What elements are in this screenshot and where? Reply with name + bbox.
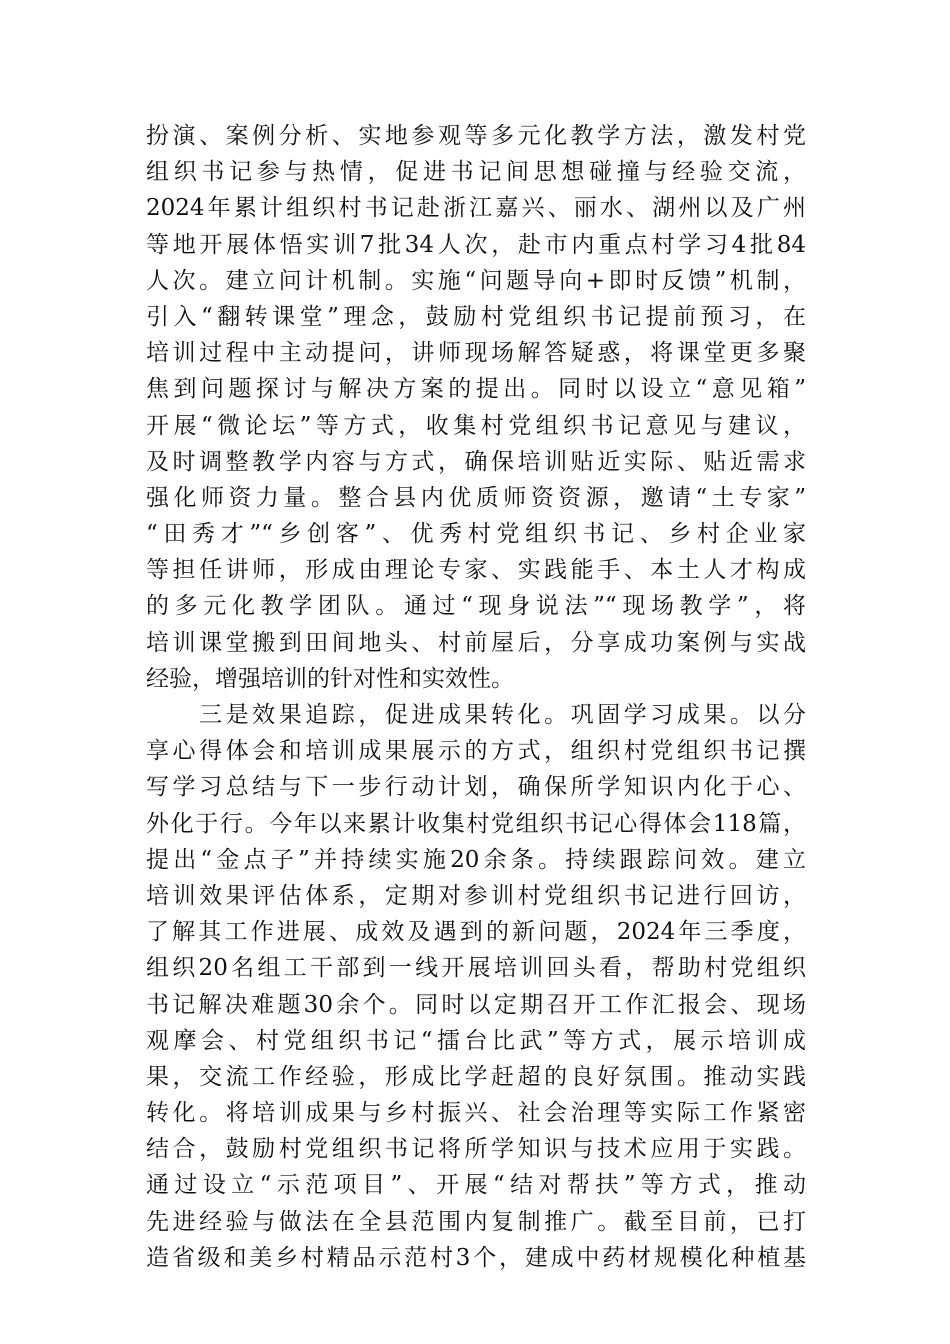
text-line: 书记解决难题30余个。同时以定期召开工作汇报会、现场: [146, 991, 806, 1018]
text-line: 焦到问题探讨与解决方案的提出。同时以设立“意见箱”: [146, 376, 806, 403]
body-text: [146, 118, 806, 1276]
text-line: 培训课堂搬到田间地头、村前屋后，分享成功案例与实战: [146, 629, 806, 656]
text-line: 享心得体会和培训成果展示的方式，组织村党组织书记撰: [146, 738, 806, 765]
text-line: 外化于行。今年以来累计收集村党组织书记心得体会118篇，: [146, 810, 806, 837]
text-line: 2024年累计组织村书记赴浙江嘉兴、丽水、湖州以及广州: [146, 195, 806, 222]
text-line: 结合，鼓励村党组织书记将所学知识与技术应用于实践。: [146, 1136, 806, 1163]
text-line: 转化。将培训成果与乡村振兴、社会治理等实际工作紧密: [146, 1100, 806, 1127]
text-line: 组织20名组工干部到一线开展培训回头看，帮助村党组织: [146, 955, 806, 982]
text-line: 提出“金点子”并持续实施20余条。持续跟踪问效。建立: [146, 846, 806, 873]
text-line: 等担任讲师，形成由理论专家、实践能手、本土人才构成: [146, 557, 806, 584]
text-line: 的多元化教学团队。通过“现身说法”“现场教学”，将: [146, 593, 806, 620]
text-line: 及时调整教学内容与方式，确保培训贴近实际、贴近需求: [146, 448, 806, 475]
text-line: 等地开展体悟实训7批34人次，赴市内重点村学习4批84: [146, 231, 806, 258]
text-line: 了解其工作进展、成效及遇到的新问题，2024年三季度，: [146, 919, 806, 946]
text-line: 造省级和美乡村精品示范村3个，建成中药材规模化种植基: [146, 1244, 806, 1271]
text-line: 强化师资力量。整合县内优质师资资源，邀请“土专家”: [146, 484, 806, 511]
text-line: 引入“翻转课堂”理念，鼓励村党组织书记提前预习，在: [146, 303, 806, 330]
text-line: 培训过程中主动提问，讲师现场解答疑惑，将课堂更多聚: [146, 340, 806, 367]
text-line: 先进经验与做法在全县范围内复制推广。截至目前，已打: [146, 1208, 806, 1235]
text-line: 组织书记参与热情，促进书记间思想碰撞与经验交流，: [146, 159, 806, 186]
text-line: 观摩会、村党组织书记“擂台比武”等方式，展示培训成: [146, 1027, 806, 1054]
text-line: 写学习总结与下一步行动计划，确保所学知识内化于心、: [146, 774, 806, 801]
text-line: 果，交流工作经验，形成比学赶超的良好氛围。推动实践: [146, 1063, 806, 1090]
paragraph-end-line: 经验，增强培训的针对性和实效性。: [146, 665, 514, 692]
text-line: 培训效果评估体系，定期对参训村党组织书记进行回访，: [146, 882, 806, 909]
text-line: 扮演、案例分析、实地参观等多元化教学方法，激发村党: [146, 123, 806, 149]
text-line: “田秀才”“乡创客”、优秀村党组织书记、乡村企业家: [146, 521, 806, 548]
text-line: 通过设立“示范项目”、开展“结对帮扶”等方式，推动: [146, 1172, 806, 1199]
paragraph-start-line: 三是效果追踪，促进成果转化。巩固学习成果。以分: [146, 702, 806, 728]
text-line: 人次。建立问计机制。实施“问题导向+即时反馈”机制，: [146, 267, 806, 294]
text-line: 开展“微论坛”等方式，收集村党组织书记意见与建议，: [146, 412, 806, 439]
